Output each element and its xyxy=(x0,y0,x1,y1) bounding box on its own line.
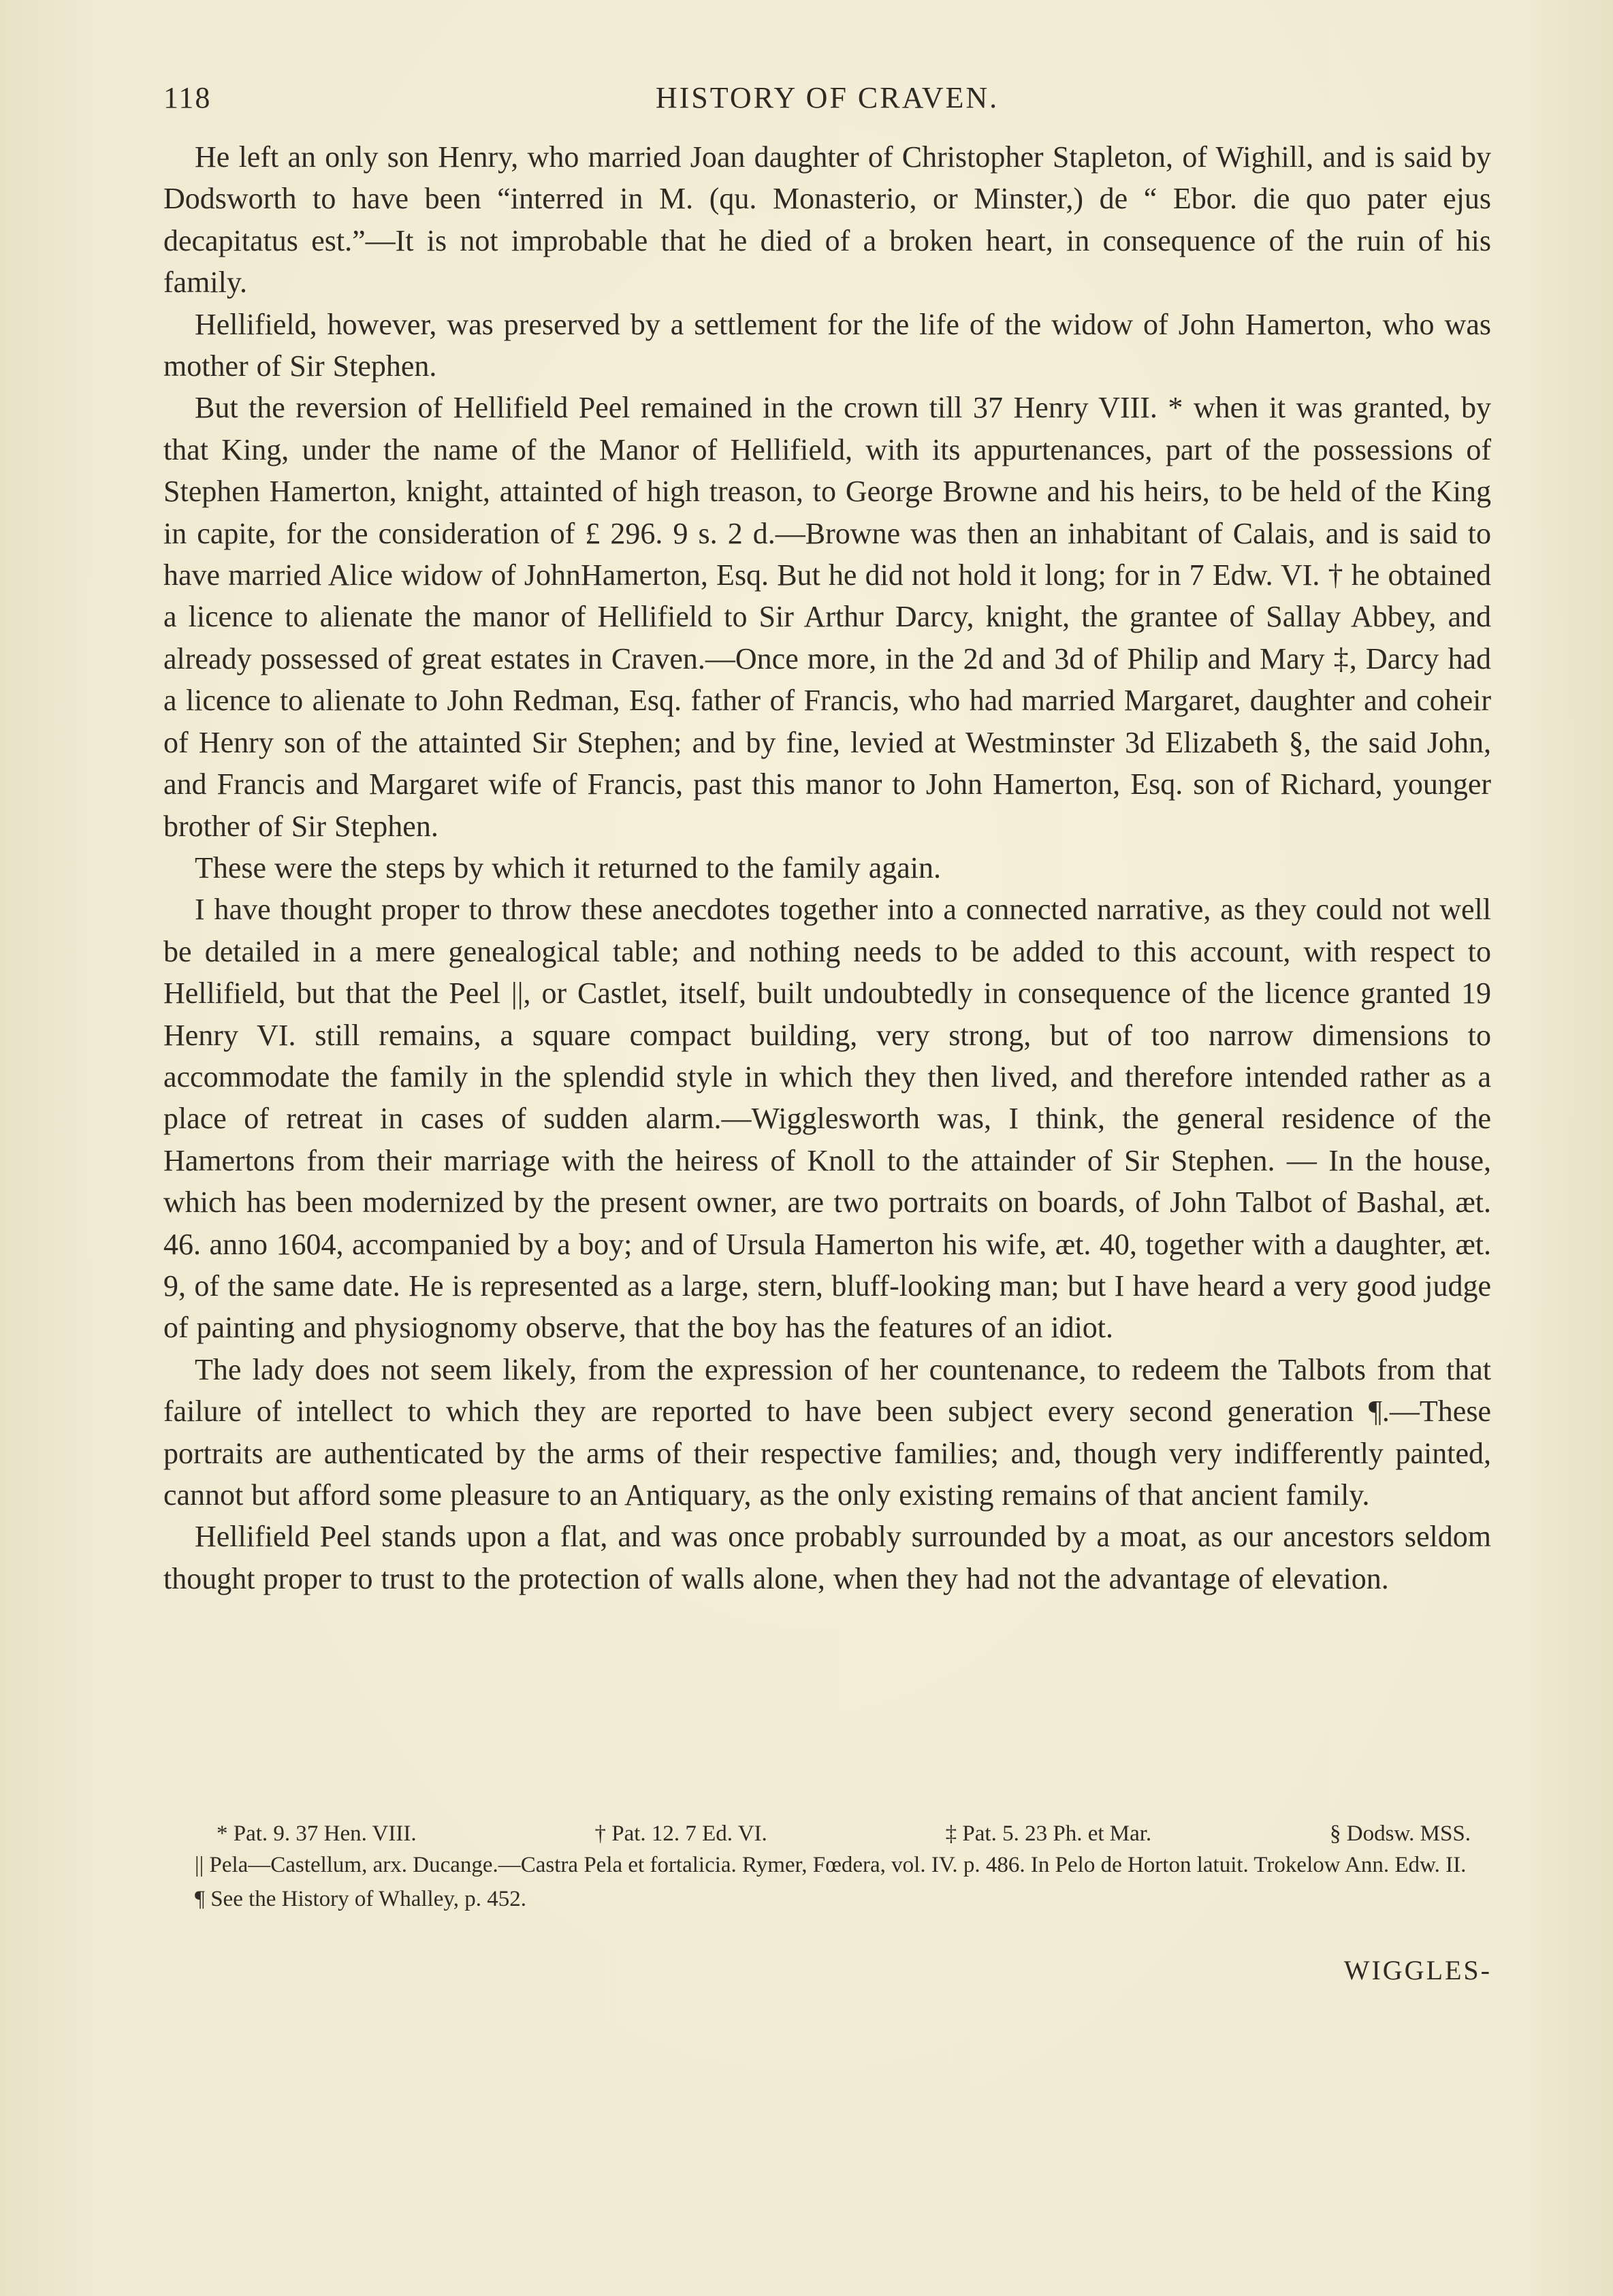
paragraph-henry-son: He left an only son Henry, who married Joan daughter of Christopher Stapleton, of Wighill, and is said by Dodsworth to have been “interred in M. (qu. Monasterio, or Minster,) de “ Ebor. die quo pater ejus decapitatus est.”—It is not improbable that he died of a broken heart, in consequence of the ruin of his family. xyxy=(163,140,1491,300)
paragraph-steps: These were the steps by which it returned to the family again. xyxy=(195,850,941,884)
catchword: WIGGLES- xyxy=(1343,1955,1492,1986)
page-number: 118 xyxy=(163,81,212,114)
page-header xyxy=(163,80,1491,121)
footnote-pela: || Pela—Castellum, arx. Ducange.—Castra Pela et fortalicia. Rymer, Fœdera, vol. IV. p. 486. In Pelo de Horton latuit. Trokelow Ann. Edw. II. xyxy=(195,1853,1467,1877)
footnote-dodsw: § Dodsw. MSS. xyxy=(1330,1821,1471,1846)
footnote-pat-hen: * Pat. 9. 37 Hen. VIII. xyxy=(217,1821,417,1846)
footnote-whalley: ¶ See the History of Whalley, p. 452. xyxy=(195,1887,526,1911)
footnote-pat-ph: ‡ Pat. 5. 23 Ph. et Mar. xyxy=(945,1821,1152,1846)
running-title: HISTORY OF CRAVEN. xyxy=(655,81,1000,114)
body-text xyxy=(163,136,1491,1599)
paragraph-reversion: But the reversion of Hellifield Peel remained in the crown till 37 Henry VIII. * when it was granted, by that King, under the name of the Manor of Hellifield, with its appurtenances, part of the possessions of Stephen Hamerton, knight, attainted of high treason, to George Browne and his heirs, to be held of the King in capite, for the consideration of £ 296. 9 s. 2 d.—Browne was then an inhabitant of Calais, and is said to have married Alice widow of JohnHamerton, Esq. But he did not hold it long; for in 7 Edw. VI. † he obtained a licence to alienate the manor of Hellifield to Sir Arthur Darcy, knight, the grantee of Sallay Abbey, and already possessed of great estates in Craven.—Once more, in the 2d and 3d of Philip and Mary ‡, Darcy had a licence to alienate to John Redman, Esq. father of Francis, who had married Margaret, daughter and coheir of Henry son of the attainted Sir Stephen; and by fine, levied at Westminster 3d Elizabeth §, the said John, and Francis and Margaret wife of Francis, past this manor to John Hamerton, Esq. son of Richard, younger brother of Sir Stephen. xyxy=(163,391,1491,843)
footnote-pat-ed: † Pat. 12. 7 Ed. VI. xyxy=(594,1821,767,1846)
paragraph-settlement: Hellifield, however, was preserved by a settlement for the life of the widow of John Hamerton, who was mother of Sir Stephen. xyxy=(163,307,1491,383)
footnote-row xyxy=(163,1818,1491,1849)
footnotes xyxy=(163,1818,1491,1915)
paragraph-moat: Hellifield Peel stands upon a flat, and was once probably surrounded by a moat, as our ancestors seldom thought proper to trust to the protection of walls alone, when they had not the advantage of elevation. xyxy=(163,1520,1491,1595)
paragraph-narrative: I have thought proper to throw these anecdotes together into a connected narrative, as they could not well be detailed in a mere genealogical table; and nothing needs to be added to this account, with respect to Hellifield, but that the Peel ||, or Castlet, itself, built undoubtedly in consequence of the licence granted 19 Henry VI. still remains, a square compact building, very strong, but of too narrow dimensions to accommodate the family in the splendid style in which they then lived, and therefore intended rather as a place of retreat in cases of sudden alarm.—Wigglesworth was, I think, the general residence of the Hamertons from their marriage with the heiress of Knoll to the attainder of Sir Stephen. — In the house, which has been modernized by the present owner, are two portraits on boards, of John Talbot of Bashal, æt. 46. anno 1604, accompanied by a boy; and of Ursula Hamerton his wife, æt. 40, together with a daughter, æt. 9, of the same date. He is represented as a large, stern, bluff-looking man; but I have heard a very good judge of painting and physiognomy observe, that the boy has the features of an idiot. xyxy=(163,893,1491,1345)
paragraph-lady: The lady does not seem likely, from the expression of her countenance, to redeem the Talbots from that failure of intellect to which they are reported to have been subject every second generation ¶.—These portraits are authenticated by the arms of their respective families; and, though very indifferently painted, cannot but afford some pleasure to an Antiquary, as the only existing remains of that ancient family. xyxy=(163,1352,1491,1512)
